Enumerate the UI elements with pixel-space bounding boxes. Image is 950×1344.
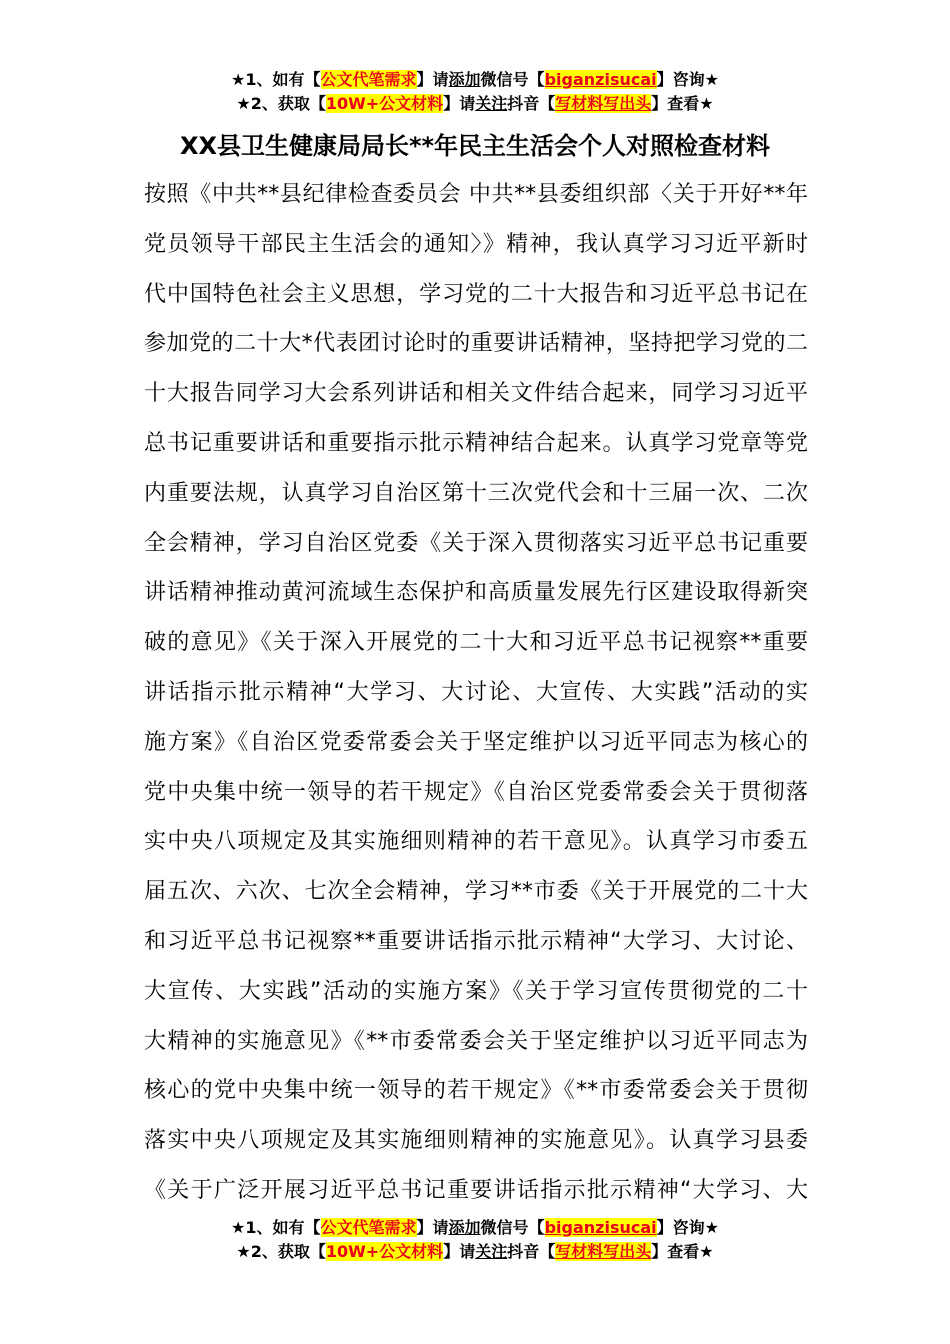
promo-text: 】查看★ (651, 94, 714, 113)
body-line: 大宣传、大实践”活动的实施方案》《关于学习宣传贯彻党的二十 (144, 978, 808, 1004)
promo-douyin-id: 写材料写出头 (555, 1242, 652, 1261)
promo-highlight: 10W+公文材料 (325, 94, 444, 113)
footer-promo-banner (0, 1216, 950, 1264)
body-line: 参加党的二十大*代表团讨论时的重要讲话精神，坚持把学习党的二 (144, 331, 808, 357)
document-title: XX县卫生健康局局长**年民主生活会个人对照检查材料 (179, 132, 771, 160)
promo-text: 】咨询★ (656, 1218, 719, 1237)
promo-text: ★2、获取【 (236, 94, 326, 113)
body-line: 代中国特色社会主义思想，学习党的二十大报告和习近平总书记在 (144, 281, 808, 307)
body-line: 党中央集中统一领导的若干规定》《自治区党委常委会关于贯彻落 (144, 779, 808, 805)
body-line: 党员领导干部民主生活会的通知〉》精神，我认真学习习近平新时 (144, 231, 808, 257)
promo-line-2 (0, 92, 950, 116)
promo-text: 微信号【 (480, 1218, 545, 1237)
promo-text: 微信号【 (480, 70, 545, 89)
promo-emphasis: 添加 (448, 70, 481, 89)
promo-highlight: 10W+公文材料 (325, 1242, 444, 1261)
promo-emphasis: 添加 (448, 1218, 481, 1237)
body-line: 和习近平总书记视察**重要讲话指示批示精神“大学习、大讨论、 (144, 928, 808, 954)
promo-text: 】请 (416, 1218, 449, 1237)
body-line: 施方案》《自治区党委常委会关于坚定维护以习近平同志为核心的 (144, 729, 808, 755)
promo-text: 】咨询★ (656, 70, 719, 89)
body-line: 讲话精神推动黄河流域生态保护和高质量发展先行区建设取得新突 (144, 580, 808, 606)
body-line: 大精神的实施意见》《**市委常委会关于坚定维护以习近平同志为 (144, 1028, 808, 1054)
body-line: 内重要法规，认真学习自治区第十三次党代会和十三届一次、二次 (144, 480, 808, 506)
document-body (144, 170, 808, 1216)
header-promo-banner (0, 68, 950, 116)
promo-emphasis: 关注 (475, 94, 508, 113)
body-line: 届五次、六次、七次全会精神，学习**市委《关于开展党的二十大 (144, 879, 808, 905)
promo-text: 】请 (443, 94, 476, 113)
promo-wechat-id: biganzisucai (544, 1218, 657, 1237)
promo-highlight: 公文代笔需求 (320, 1218, 417, 1237)
promo-line-1 (0, 68, 950, 92)
promo-text: 】查看★ (651, 1242, 714, 1261)
body-line: 核心的党中央集中统一领导的若干规定》《**市委常委会关于贯彻 (144, 1078, 808, 1104)
body-line: 全会精神，学习自治区党委《关于深入贯彻落实习近平总书记重要 (144, 530, 808, 556)
promo-text: 抖音【 (507, 94, 556, 113)
promo-douyin-id: 写材料写出头 (555, 94, 652, 113)
body-line: 《关于广泛开展习近平总书记重要讲话指示批示精神“大学习、大 (144, 1177, 808, 1203)
promo-wechat-id: biganzisucai (544, 70, 657, 89)
body-line: 实中央八项规定及其实施细则精神的若干意见》。认真学习市委五 (144, 829, 808, 855)
promo-text: ★1、如有【 (231, 70, 321, 89)
promo-text: ★2、获取【 (236, 1242, 326, 1261)
promo-text: ★1、如有【 (231, 1218, 321, 1237)
promo-emphasis: 关注 (475, 1242, 508, 1261)
promo-line-1 (0, 1216, 950, 1240)
body-line: 按照《中共**县纪律检查委员会 中共**县委组织部〈关于开好**年 (144, 182, 808, 207)
body-line: 总书记重要讲话和重要指示批示精神结合起来。认真学习党章等党 (144, 430, 808, 456)
body-line: 破的意见》《关于深入开展党的二十大和习近平总书记视察**重要 (144, 630, 808, 656)
promo-text: 】请 (416, 70, 449, 89)
promo-text: 】请 (443, 1242, 476, 1261)
promo-line-2 (0, 1240, 950, 1264)
body-line: 讲话指示批示精神“大学习、大讨论、大宣传、大实践”活动的实 (144, 679, 808, 705)
body-line: 落实中央八项规定及其实施细则精神的实施意见》。认真学习县委 (144, 1128, 808, 1154)
promo-highlight: 公文代笔需求 (320, 70, 417, 89)
promo-text: 抖音【 (507, 1242, 556, 1261)
body-line: 十大报告同学习大会系列讲话和相关文件结合起来，同学习习近平 (144, 381, 808, 407)
